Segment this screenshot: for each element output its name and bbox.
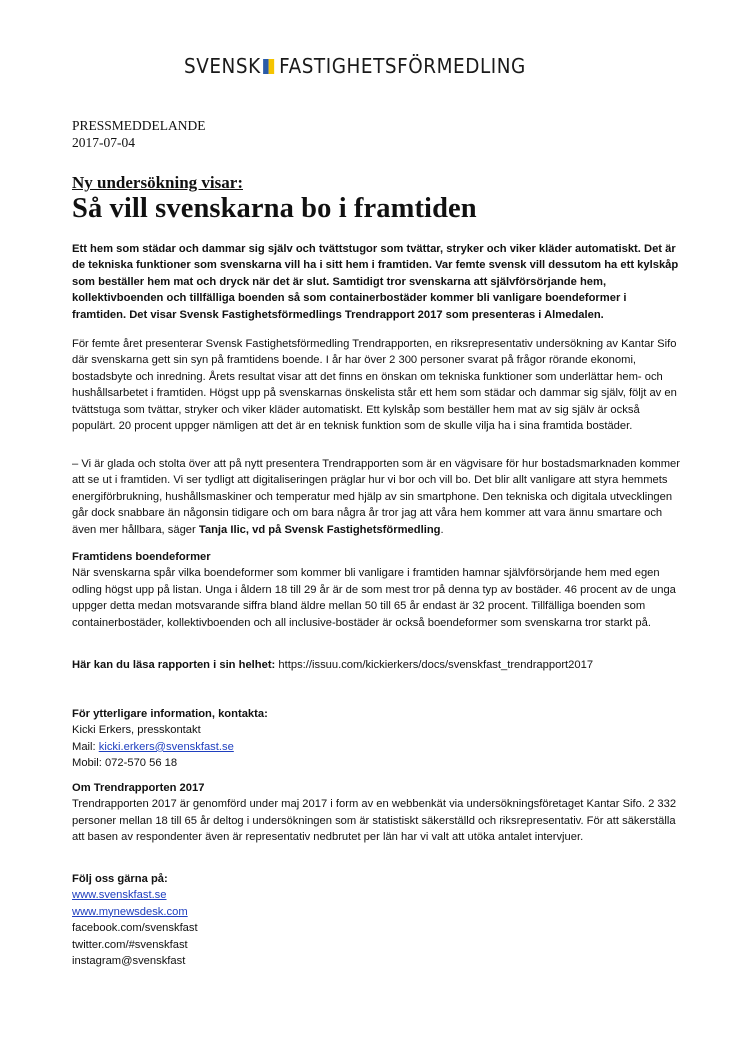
- press-release-label: PRESSMEDDELANDE: [72, 118, 206, 133]
- press-release-date: 2017-07-04: [72, 135, 135, 150]
- quote-text: – Vi är glada och stolta över att på nytt presentera Trendrapporten som är en vägvisare för hur bostadsmarknaden kommer att se ut i framtiden. Vi ser tydligt att digitaliseringen präglar hur vi bor och vill bo. Det blir allt vanligare att styra hemmets energiförbrukning, hushållsmaskiner och temperatur med hjälp av sin smartphone. Den tekniska och digitala utvecklingen går dock snabbare än någonsin tidigare och om bara några år tror jag att våra hem kommer att vara ännu smartare och även mer hållbara, säger: [72, 458, 680, 536]
- page-title: Så vill svenskarna bo i framtiden: [72, 193, 477, 224]
- section-heading: Framtidens boendeformer: [72, 551, 211, 563]
- headline-kicker: Ny undersökning visar:: [72, 173, 243, 192]
- twitter-handle: twitter.com/#svenskfast: [72, 938, 188, 951]
- about-text: Trendrapporten 2017 är genomförd under maj 2017 i form av en webbenkät via undersökningsföretaget Kantar Sifo. 2 332 personer mellan 18 till 65 år deltog i undersökningen som är statistiskt säkerställd och riksrepresentativ. För att säkerställa att basen av respondenter även är representativ nedbrutet per län har vi valt att utöka antalet intervjuer.: [72, 798, 677, 844]
- quote-end: .: [440, 523, 444, 536]
- company-logo: [184, 54, 526, 78]
- report-label: Här kan du läsa rapporten i sin helhet:: [72, 659, 276, 671]
- ingress-paragraph: Ett hem som städar och dammar sig själv och tvättstugor som tvättar, stryker och viker kläder automatiskt. Det är de tekniska funktioner som svenskarna vill ha i sitt hem i framtiden. Var femte svensk vill dessutom ha ett kylskåp som beställer hem mat och dryck när det är slut. Samtidigt tror svenskarna att självförsörjande hem, kollektivboenden och tillfälliga boenden så som containerbostäder kommer bli vanligare boendeformer i framtiden. Det visar Svensk Fastighetsförmedlings Trendrapport 2017 som presenteras i Almedalen.: [72, 243, 679, 321]
- contact-mail-label: Mail:: [72, 740, 96, 753]
- report-link-line: [72, 657, 680, 673]
- section-text: När svenskarna spår vilka boendeformer som kommer bli vanligare i framtiden hamnar självförsörjande hem med egen odling högst upp på listan. Unga i åldern 18 till 29 år är de som mest tror på denna typ av bostäder. 46 procent av de unga uppger detta medan motsvarande siffra bland äldre mellan 50 till 65 år endast är 32 procent. Tillfälliga boenden som containerbostäder, kollektivboenden och all inclusive-bostäder är också boendeformer som svenskarna tror starkt på.: [72, 567, 676, 629]
- swedish-flag-icon: [263, 59, 274, 74]
- about-block: [72, 780, 680, 846]
- section-housing-forms: [72, 549, 680, 631]
- logo-text-fastighetsformedling: FASTIGHETSFÖRMEDLING: [279, 54, 526, 78]
- link-mynewsdesk[interactable]: www.mynewsdesk.com: [72, 905, 188, 918]
- logo-text-svensk: SVENSK: [184, 54, 261, 78]
- quote-speaker: Tanja Ilic, vd på Svensk Fastighetsförmedling: [198, 523, 441, 536]
- contact-phone: Mobil: 072-570 56 18: [72, 757, 178, 770]
- follow-heading: Följ oss gärna på:: [72, 873, 168, 885]
- follow-block: [72, 871, 680, 969]
- instagram-handle: instagram@svenskfast: [72, 955, 186, 968]
- facebook-handle: facebook.com/svenskfast: [72, 922, 198, 935]
- body-paragraph-quote: [72, 456, 680, 538]
- about-heading: Om Trendrapporten 2017: [72, 782, 205, 794]
- contact-name: Kicki Erkers, presskontakt: [72, 724, 201, 737]
- contact-mail-line: [72, 739, 680, 755]
- contact-heading: För ytterligare information, kontakta:: [72, 708, 268, 720]
- contact-mail-link[interactable]: kicki.erkers@svenskfast.se: [98, 740, 234, 753]
- contact-block: [72, 706, 680, 772]
- link-svenskfast[interactable]: www.svenskfast.se: [72, 889, 167, 902]
- report-url[interactable]: https://issuu.com/kickierkers/docs/svenskfast_trendrapport2017: [278, 659, 594, 671]
- body-paragraph-1: För femte året presenterar Svensk Fastighetsförmedling Trendrapporten, en riksrepresentativ undersökning av Kantar Sifo där svenskarna gett sin syn på framtidens boende. I år har över 2 300 personer svarat på frågor rörande ekonomi, bostadsbyte och inredning. Årets resultat visar att det finns en önskan om tekniska funktioner som underlättar hem- och hushållsarbetet i framtiden. Högst upp på svenskarnas önskelista står ett hem som städar och dammar sig själv, följt av en tvättstuga som tvättar, stryker och viker kläder automatiskt. Ett kylskåp som beställer hem mat av sig själv är också populärt. 20 procent uppger nämligen att det är en teknisk funktion som de skulle vilja ha i sina framtida bostäder.: [72, 338, 677, 433]
